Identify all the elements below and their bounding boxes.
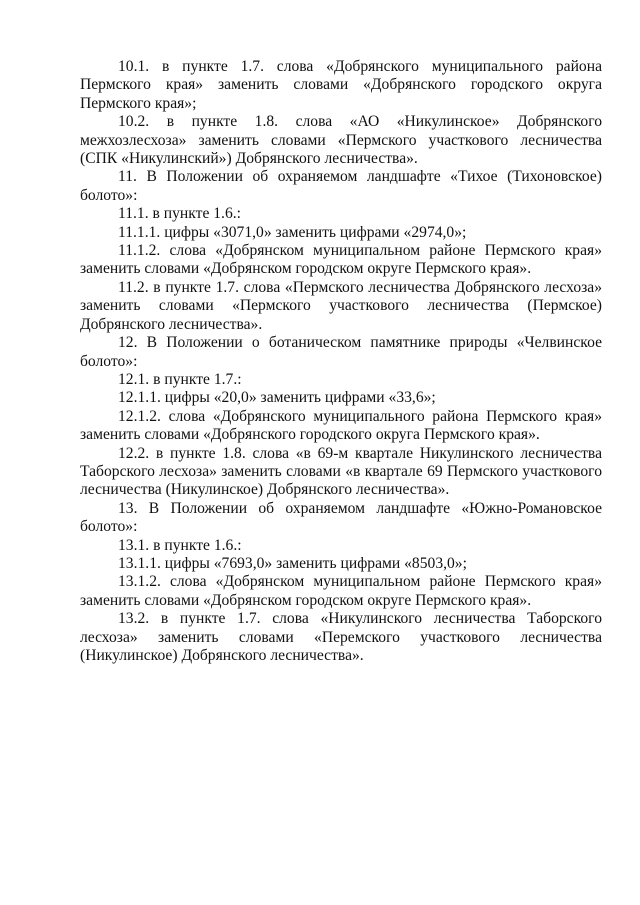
- paragraph-10-1: 10.1. в пункте 1.7. слова «Добрянского муниципального района Пермского края» заменить словами «Добрянского городского округа Пермского края»;: [80, 58, 602, 112]
- paragraph-12-1: 12.1. в пункте 1.7.:: [118, 370, 242, 388]
- paragraph-12-1-2: 12.1.2. слова «Добрянского муниципального района Пермского края» заменить словами «Добрянского городского округа Пермского края».: [80, 407, 602, 444]
- paragraph-12: 12. В Положении о ботаническом памятнике природы «Челвинское болото»:: [80, 334, 602, 370]
- paragraph-11-1-1: 11.1.1. цифры «3071,0» заменить цифрами «2974,0»;: [118, 223, 467, 241]
- paragraph-13-1-1: 13.1.1. цифры «7693,0» заменить цифрами «8503,0»;: [118, 554, 467, 572]
- paragraph-12-1-1: 12.1.1. цифры «20,0» заменить цифрами «33,6»;: [118, 389, 436, 407]
- paragraph-13-2: 13.2. в пункте 1.7. слова «Никулинского лесничества Таборского лесхоза» заменить словами «Перемского участкового лесничества (Никулинское) Добрянского лесничества».: [80, 610, 602, 664]
- paragraph-13-1-2: 13.1.2. слова «Добрянском муниципальном районе Пермского края» заменить словами «Добрянском городском округе Пермского края».: [80, 573, 602, 609]
- paragraph-13-1: 13.1. в пункте 1.6.:: [118, 536, 242, 554]
- paragraph-13: 13. В Положении об охраняемом ландшафте «Южно-Романовское болото»:: [80, 499, 602, 536]
- paragraph-11-1-2: 11.1.2. слова «Добрянском муниципальном районе Пермского края» заменить словами «Добрянском городском округе Пермского края».: [80, 242, 602, 278]
- paragraph-10-2: 10.2. в пункте 1.8. слова «АО «Никулинское» Добрянского межхозлесхоза» заменить словами «Пермского участкового лесничества (СПК «Никулинский») Добрянского лесничества».: [80, 113, 602, 168]
- document-body: [80, 58, 602, 665]
- paragraph-11: 11. В Положении об охраняемом ландшафте «Тихое (Тихоновское) болото»:: [80, 168, 602, 204]
- paragraph-12-2: 12.2. в пункте 1.8. слова «в 69-м квартале Никулинского лесничества Таборского лесхоза» заменить словами «в квартале 69 Пермского участкового лесничества (Никулинское) Добрянского лесничества».: [80, 444, 602, 499]
- paragraph-11-1: 11.1. в пункте 1.6.:: [118, 205, 241, 223]
- paragraph-11-2: 11.2. в пункте 1.7. слова «Пермского лесничества Добрянского лесхоза» заменить словами «Пермского участкового лесничества (Пермское) Добрянского лесничества».: [80, 278, 602, 333]
